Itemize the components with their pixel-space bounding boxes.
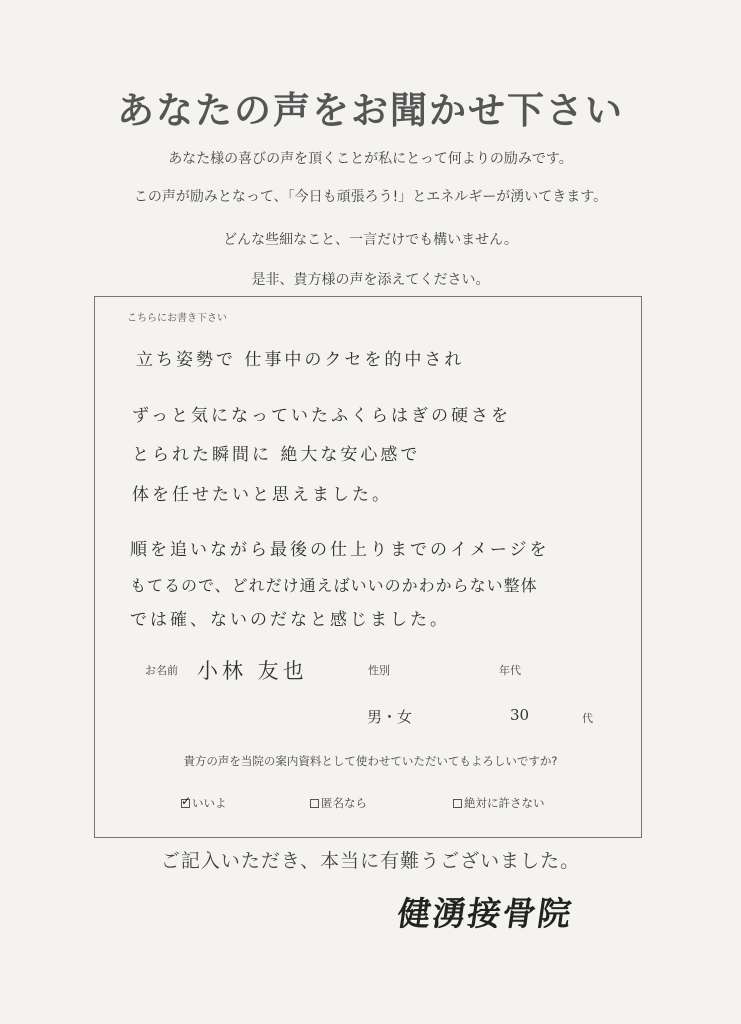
option-never-label: 絶対に許さない xyxy=(464,796,545,810)
handwritten-line-5: 順を追いながら最後の仕上りまでのイメージを xyxy=(130,540,550,560)
intro-line-4: 是非、貴方様の声を添えてください。 xyxy=(251,272,490,288)
handwritten-line-1: 立ち姿勢で 仕事中のクセを的中され xyxy=(136,350,465,370)
handwritten-line-3: とられた瞬間に 絶大な安心感で xyxy=(132,445,421,465)
checkbox-anonymous[interactable] xyxy=(310,799,319,808)
option-ok[interactable] xyxy=(181,795,227,811)
age-value: 30 xyxy=(510,706,530,724)
thanks-message: ご記入いただき、本当に有難うございました。 xyxy=(160,850,581,872)
handwritten-line-4: 体を任せたいと思えました。 xyxy=(132,485,392,505)
option-ok-label: いいよ xyxy=(192,796,227,810)
page-title: あなたの声をお聞かせ下さい xyxy=(117,89,624,132)
handwritten-line-6: もてるので、どれだけ通えばいいのかわからない整体 xyxy=(130,576,538,595)
checkbox-ok[interactable] xyxy=(181,799,190,808)
age-suffix: 代 xyxy=(582,712,593,725)
name-value: 小林 友也 xyxy=(197,659,308,683)
handwritten-line-7: では確、ないのだなと感じました。 xyxy=(130,610,450,630)
age-label: 年代 xyxy=(499,664,521,677)
comment-box-label: こちらにお書き下さい xyxy=(127,313,227,324)
gender-value: 男・女 xyxy=(367,708,413,726)
gender-label: 性別 xyxy=(368,664,390,677)
option-anonymous-label: 匿名なら xyxy=(321,796,367,810)
consent-question: 貴方の声を当院の案内資料として使わせていただいてもよろしいですか? xyxy=(183,754,558,768)
intro-line-1: あなた様の喜びの声を頂くことが私にとって何よりの励みです。 xyxy=(168,151,573,167)
intro-line-2: この声が励みとなって、「今日も頑張ろう!」とエネルギーが湧いてきます。 xyxy=(133,189,608,205)
name-label: お名前 xyxy=(145,664,178,677)
option-never[interactable] xyxy=(453,795,545,811)
handwritten-line-2: ずっと気になっていたふくらはぎの硬さを xyxy=(132,406,511,426)
checkbox-never[interactable] xyxy=(453,799,462,808)
intro-line-3: どんな些細なこと、一言だけでも構いません。 xyxy=(223,232,518,248)
clinic-signature: 健湧接骨院 xyxy=(394,894,576,933)
option-anonymous[interactable] xyxy=(310,795,367,811)
